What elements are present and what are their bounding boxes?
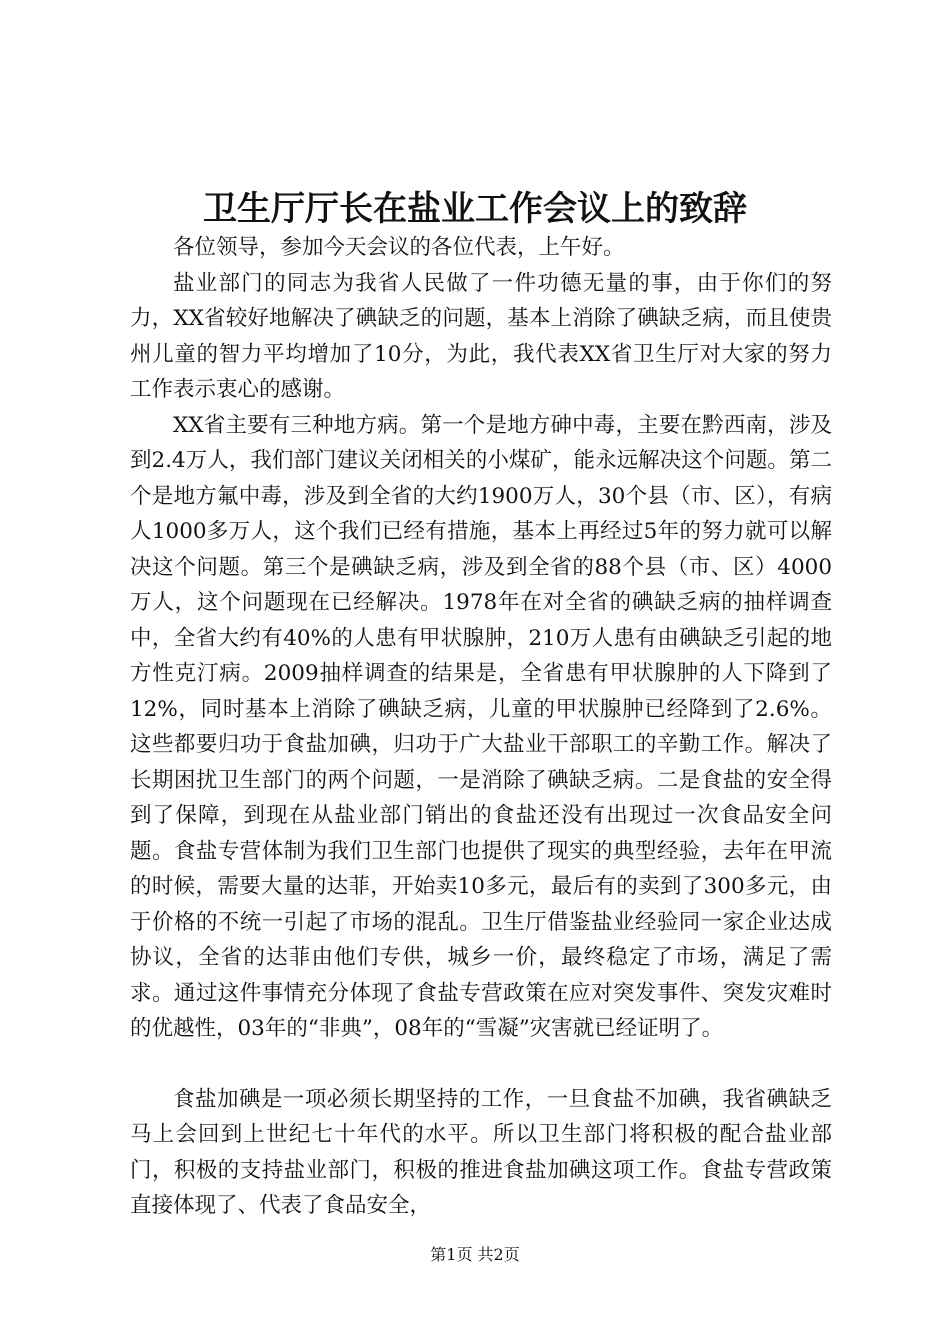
- paragraph-iodized-salt: 食盐加碘是一项必须长期坚持的工作，一旦食盐不加碘，我省碘缺乏马上会回到上世纪七十年代的水平。所以卫生部门将积极的配合盐业部门，积极的支持盐业部门，积极的推进食盐加碘这项工作。食盐专营政策直接体现了、代表了食品安全，: [130, 1086, 832, 1218]
- paragraph-thanks: 盐业部门的同志为我省人民做了一件功德无量的事，由于你们的努力，XX省较好地解决了碘缺乏的问题，基本上消除了碘缺乏病，而且使贵州儿童的智力平均增加了10分，为此，我代表XX省卫生厅对大家的努力工作表示衷心的感谢。: [130, 270, 832, 402]
- paragraph-greeting: 各位领导，参加今天会议的各位代表，上午好。: [173, 235, 625, 260]
- paragraph-endemic-diseases: XX省主要有三种地方病。第一个是地方砷中毒，主要在黔西南，涉及到2.4万人，我们部门建议关闭相关的小煤矿，能永远解决这个问题。第二个是地方氟中毒，涉及到全省的大约1900万人，30个县（市、区），有病人1000多万人，这个我们已经有措施，基本上再经过5年的努力就可以解决这个问题。第三个是碘缺乏病，涉及到全省的88个县（市、区）4000万人，这个问题现在已经解决。1978年在对全省的碘缺乏病的抽样调查中，全省大约有40%的人患有甲状腺肿，210万人患有由碘缺乏引起的地方性克汀病。2009抽样调查的结果是，全省患有甲状腺肿的人下降到了12%，同时基本上消除了碘缺乏病，儿童的甲状腺肿已经降到了2.6%。这些都要归功于食盐加碘，归功于广大盐业干部职工的辛勤工作。解决了长期困扰卫生部门的两个问题，一是消除了碘缺乏病。二是食盐的安全得到了保障，到现在从盐业部门销出的食盐还没有出现过一次食品安全问题。食盐专营体制为我们卫生部门也提供了现实的典型经验，去年在甲流的时候，需要大量的达菲，开始卖10多元，最后有的卖到了300多元，由于价格的不统一引起了市场的混乱。卫生厅借鉴盐业经验同一家企业达成协议，全省的达菲由他们专供，城乡一价，最终稳定了市场，满足了需求。通过这件事情充分体现了食盐专营政策在应对突发事件、突发灾难时的优越性，03年的“非典”，08年的“雪凝”灾害就已经证明了。: [130, 412, 832, 1041]
- document-body: [130, 230, 832, 1224]
- document-title: 卫生厅厅长在盐业工作会议上的致辞: [203, 189, 747, 229]
- page-footer: 第1页 共2页: [430, 1245, 520, 1264]
